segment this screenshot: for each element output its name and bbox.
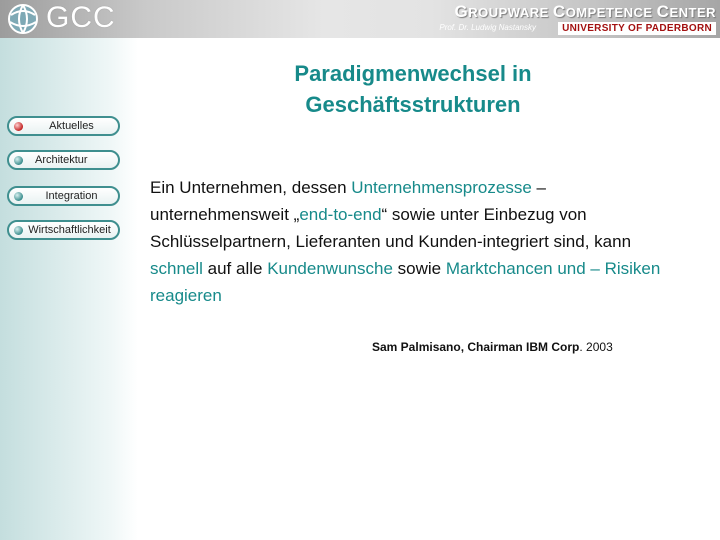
highlighted-term: schnell — [150, 259, 203, 278]
title-line-2: Geschäftsstrukturen — [305, 92, 521, 117]
nav-label: Aktuelles — [49, 120, 94, 132]
sidebar — [0, 38, 138, 540]
nav-item-aktuelles[interactable] — [7, 116, 120, 136]
attribution-year: . 2003 — [579, 340, 613, 354]
nav-label: Integration — [45, 190, 98, 202]
brand-title-part: G — [454, 2, 469, 21]
gcc-logo — [6, 3, 116, 35]
nav-label: Wirtschaftlichkeit — [28, 224, 111, 236]
highlighted-term: Marktchancen und – Risiken reagieren — [150, 259, 661, 305]
header-banner — [0, 0, 720, 38]
quote-segment: sowie — [392, 259, 446, 278]
quote-attribution — [372, 340, 613, 354]
quote-segment: “ sowie unter Einbezug von Schlüsselpartnern, Lieferanten und Kunden-integriert sind, kann — [150, 205, 632, 251]
page-title — [138, 58, 688, 120]
attribution-name: Sam Palmisano, Chairman IBM Corp — [372, 340, 580, 354]
brand-title-part: ENTER — [669, 5, 716, 20]
quote-segment: – unternehmensweit „ — [150, 178, 546, 224]
quote-segment: auf alle — [202, 259, 268, 278]
brand-title-part: C — [656, 2, 670, 21]
brand-block — [439, 2, 717, 36]
brand-title — [455, 2, 717, 22]
bullet-icon — [14, 122, 23, 131]
highlighted-term: Unternehmensprozesse — [351, 178, 532, 197]
bullet-icon — [14, 192, 23, 201]
bullet-icon — [14, 156, 23, 165]
globe-icon — [6, 3, 40, 35]
highlighted-term: end-to-end — [299, 205, 382, 224]
title-line-1: Paradigmenwechsel in — [294, 61, 532, 86]
quote-segment: Ein Unternehmen, dessen — [150, 178, 352, 197]
brand-title-part: OMPETENCE — [565, 5, 657, 20]
logo-text: GCC — [46, 1, 116, 34]
bullet-icon — [14, 226, 23, 235]
nav-item-integration[interactable] — [7, 186, 120, 206]
nav-item-architektur[interactable] — [7, 150, 120, 170]
university-name: UNIVERSITY OF PADERBORN — [558, 22, 716, 35]
highlighted-term: Kundenwunsche — [267, 259, 393, 278]
brand-title-part: ROUPWARE — [468, 5, 553, 20]
nav-label: Architektur — [35, 154, 88, 166]
professor-name: Prof. Dr. Ludwig Nastansky — [439, 23, 536, 32]
brand-title-part: C — [552, 2, 566, 21]
quote-text — [150, 174, 670, 309]
nav-item-wirtschaftlichkeit[interactable] — [7, 220, 120, 240]
